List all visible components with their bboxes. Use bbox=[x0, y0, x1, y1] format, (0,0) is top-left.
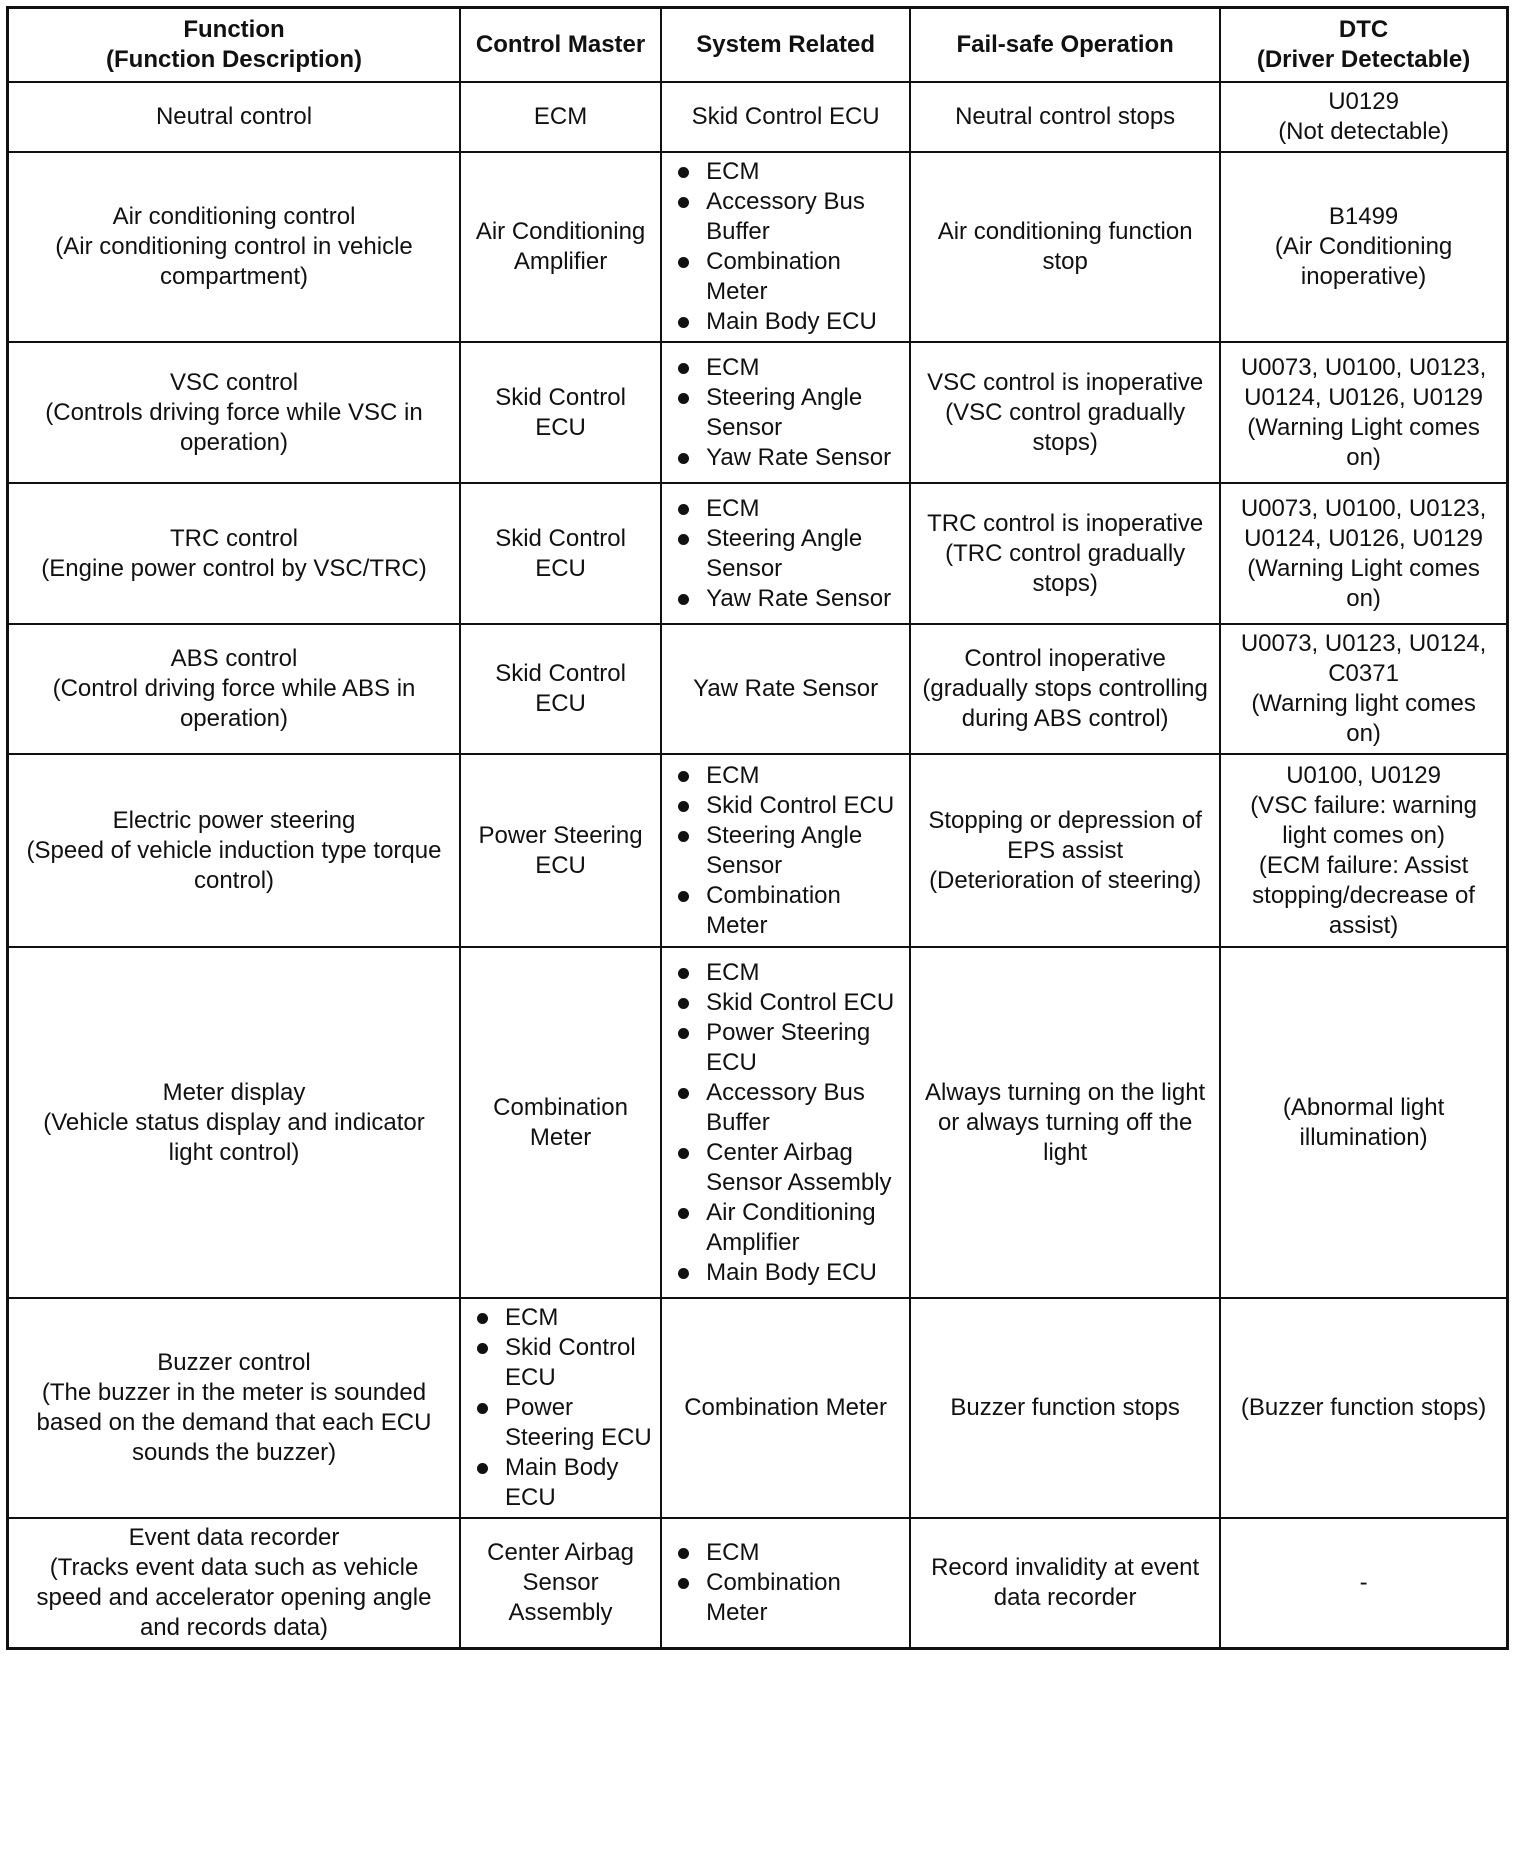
cell-text-line: (Control driving force while ABS in bbox=[52, 675, 416, 702]
table-row bbox=[8, 483, 1508, 624]
cell-control-master bbox=[460, 82, 661, 152]
cell-text-line: inoperative) bbox=[1300, 263, 1427, 290]
cell-text-line: (Engine power control by VSC/TRC) bbox=[41, 554, 427, 582]
cell-text-line: VSC control bbox=[169, 368, 299, 396]
cell-text-line: (Driver Detectable) bbox=[1256, 46, 1471, 73]
cell-function bbox=[8, 152, 461, 342]
cell-function bbox=[8, 342, 461, 483]
cell-control-master bbox=[460, 342, 661, 483]
cell-text-line: (The buzzer in the meter is sounded bbox=[41, 1379, 427, 1406]
cell-text-line: Meter bbox=[529, 1123, 592, 1151]
cell-fail-safe-operation bbox=[910, 947, 1220, 1298]
cell-text-line: ECU bbox=[535, 413, 586, 441]
bullet-list-item: Accessory Bus Buffer bbox=[674, 187, 903, 247]
cell-text-line: ECM bbox=[533, 103, 588, 130]
bullet-list-item: Power Steering ECU bbox=[674, 1018, 903, 1078]
bullet-list-item: ECM bbox=[674, 157, 903, 187]
cell-dtc bbox=[1220, 1518, 1507, 1649]
cell-text-line: DTC bbox=[1338, 16, 1389, 43]
cell-text-line: Combination bbox=[493, 1093, 628, 1121]
bullet-list-item: Skid Control ECU bbox=[674, 791, 903, 821]
cell-text-line: Electric power steering bbox=[112, 806, 356, 834]
table-body bbox=[8, 82, 1508, 1649]
cell-text-line: (Function Description) bbox=[106, 46, 362, 73]
cell-fail-safe-operation bbox=[910, 483, 1220, 624]
cell-text-line: assist) bbox=[1328, 911, 1399, 939]
cell-text-line: (Warning Light comes bbox=[1247, 413, 1480, 441]
cell-text-line: Power Steering bbox=[478, 821, 643, 849]
cell-text-line: Neutral control bbox=[155, 103, 313, 130]
cell-text-line: Amplifier bbox=[513, 248, 608, 275]
cell-dtc bbox=[1220, 152, 1507, 342]
cell-text-line: Skid Control bbox=[495, 524, 626, 552]
cell-function bbox=[8, 1518, 461, 1649]
bullet-list-item: ECM bbox=[473, 1303, 654, 1333]
cell-text-line: Sensor bbox=[522, 1569, 599, 1596]
cell-text-line: light control) bbox=[168, 1138, 300, 1166]
bullet-list-item: Yaw Rate Sensor bbox=[674, 584, 903, 614]
cell-text-line: EPS assist bbox=[1007, 836, 1124, 864]
cell-system-related bbox=[661, 483, 910, 624]
cell-text-line: Skid Control ECU bbox=[691, 103, 880, 130]
cell-text-line: Skid Control bbox=[495, 660, 626, 687]
bullet-list-item: Power Steering ECU bbox=[473, 1393, 654, 1453]
cell-text-line: (gradually stops controlling bbox=[922, 675, 1208, 702]
cell-function bbox=[8, 947, 461, 1298]
cell-dtc bbox=[1220, 1298, 1507, 1518]
cell-control-master bbox=[460, 1298, 661, 1518]
cell-text-line: illumination) bbox=[1299, 1123, 1428, 1151]
cell-text-line: (Tracks event data such as vehicle bbox=[49, 1554, 419, 1581]
cell-text-line: stop bbox=[1042, 248, 1088, 275]
cell-system-related bbox=[661, 754, 910, 947]
table-row bbox=[8, 82, 1508, 152]
bullet-list-item: ECM bbox=[674, 494, 903, 524]
cell-text-line: or always turning off the bbox=[937, 1108, 1193, 1136]
bullet-list-item: Combination Meter bbox=[674, 1568, 903, 1628]
cell-text-line: stops) bbox=[1032, 569, 1098, 597]
cell-text-line: TRC control is inoperative bbox=[927, 509, 1204, 537]
table-row bbox=[8, 152, 1508, 342]
cell-text-line: on) bbox=[1346, 443, 1381, 471]
cell-function bbox=[8, 754, 461, 947]
cell-text-line: U0073, U0123, U0124, bbox=[1240, 630, 1487, 657]
bullet-list-item: Main Body ECU bbox=[473, 1453, 654, 1513]
cell-dtc bbox=[1220, 624, 1507, 754]
cell-text-line: Stopping or depression of bbox=[928, 806, 1202, 834]
cell-text-line: ECU bbox=[535, 690, 586, 717]
cell-text-line: U0073, U0100, U0123, bbox=[1240, 353, 1487, 381]
cell-text-line: stops) bbox=[1032, 428, 1098, 456]
bullet-list bbox=[674, 761, 903, 941]
cell-text-line: (Warning light comes bbox=[1251, 690, 1476, 717]
bullet-list-item: ECM bbox=[674, 353, 903, 383]
table-row bbox=[8, 342, 1508, 483]
cell-text-line: (Vehicle status display and indicator bbox=[43, 1108, 425, 1136]
header-fail-safe-operation bbox=[910, 8, 1220, 83]
cell-fail-safe-operation bbox=[910, 342, 1220, 483]
cell-text-line: compartment) bbox=[159, 263, 309, 290]
cell-text-line: operation) bbox=[179, 428, 289, 456]
bullet-list bbox=[674, 1538, 903, 1628]
cell-text-line: U0073, U0100, U0123, bbox=[1240, 494, 1487, 522]
cell-system-related bbox=[661, 1298, 910, 1518]
cell-text-line: Buzzer control bbox=[157, 1349, 311, 1376]
cell-text-line: Fail-safe Operation bbox=[956, 31, 1174, 58]
table-row bbox=[8, 1298, 1508, 1518]
cell-text-line: (Abnormal light bbox=[1282, 1093, 1445, 1121]
cell-text-line: (Buzzer function stops) bbox=[1240, 1394, 1487, 1421]
bullet-list-item: Steering Angle Sensor bbox=[674, 383, 903, 443]
cell-system-related bbox=[661, 624, 910, 754]
cell-fail-safe-operation bbox=[910, 1518, 1220, 1649]
cell-system-related bbox=[661, 152, 910, 342]
cell-text-line: (VSC control gradually bbox=[945, 398, 1186, 426]
cell-text-line: (ECM failure: Assist bbox=[1258, 851, 1469, 879]
cell-text-line: (Deterioration of steering) bbox=[929, 866, 1202, 894]
bullet-list bbox=[674, 494, 903, 614]
cell-text-line: data recorder bbox=[993, 1584, 1137, 1611]
bullet-list-item: Skid Control ECU bbox=[473, 1333, 654, 1393]
header-control-master bbox=[460, 8, 661, 83]
cell-text-line: on) bbox=[1346, 720, 1381, 747]
cell-text-line: Always turning on the light bbox=[925, 1078, 1206, 1106]
bullet-list bbox=[674, 353, 903, 473]
cell-text-line: Control Master bbox=[475, 31, 646, 58]
cell-text-line: ECU bbox=[535, 554, 586, 582]
cell-text-line: ECU bbox=[535, 851, 586, 879]
cell-control-master bbox=[460, 1518, 661, 1649]
cell-fail-safe-operation bbox=[910, 624, 1220, 754]
cell-text-line: Neutral control stops bbox=[955, 103, 1176, 130]
bullet-list-item: Steering Angle Sensor bbox=[674, 821, 903, 881]
header-system-related bbox=[661, 8, 910, 83]
bullet-list bbox=[473, 1303, 654, 1513]
function-table-container bbox=[6, 6, 1509, 1650]
cell-text-line: Skid Control bbox=[495, 383, 626, 411]
cell-text-line: Control inoperative bbox=[964, 645, 1166, 672]
bullet-list bbox=[674, 958, 903, 1288]
cell-function bbox=[8, 483, 461, 624]
cell-text-line: U0124, U0126, U0129 bbox=[1244, 383, 1483, 411]
bullet-list-item: Steering Angle Sensor bbox=[674, 524, 903, 584]
cell-text-line: during ABS control) bbox=[961, 705, 1169, 732]
cell-text-line: (Air conditioning control in vehicle bbox=[55, 233, 413, 260]
cell-fail-safe-operation bbox=[910, 82, 1220, 152]
function-table bbox=[6, 6, 1509, 1650]
cell-text-line: (Not detectable) bbox=[1278, 118, 1449, 145]
cell-text-line: Yaw Rate Sensor bbox=[693, 675, 879, 702]
bullet-list-item: Main Body ECU bbox=[674, 307, 903, 337]
bullet-list bbox=[674, 157, 903, 337]
cell-function bbox=[8, 82, 461, 152]
cell-text-line: TRC control bbox=[169, 524, 299, 552]
cell-text-line: VSC control is inoperative bbox=[927, 368, 1204, 396]
cell-text-line: C0371 bbox=[1328, 660, 1399, 687]
bullet-list-item: Accessory Bus Buffer bbox=[674, 1078, 903, 1138]
cell-text-line: Function bbox=[183, 16, 285, 43]
cell-text-line: ABS control bbox=[170, 645, 298, 672]
cell-text-line: Air Conditioning bbox=[475, 218, 646, 245]
cell-text-line: U0124, U0126, U0129 bbox=[1244, 524, 1483, 552]
cell-control-master bbox=[460, 624, 661, 754]
cell-text-line: Buzzer function stops bbox=[950, 1394, 1180, 1421]
bullet-list-item: Air Conditioning Amplifier bbox=[674, 1198, 903, 1258]
cell-text-line: (Warning Light comes bbox=[1247, 554, 1480, 582]
bullet-list-item: ECM bbox=[674, 761, 903, 791]
table-row bbox=[8, 624, 1508, 754]
cell-text-line: sounds the buzzer) bbox=[131, 1439, 337, 1466]
cell-system-related bbox=[661, 1518, 910, 1649]
cell-dtc bbox=[1220, 82, 1507, 152]
cell-text-line: stopping/decrease of bbox=[1252, 881, 1475, 909]
bullet-list-item: ECM bbox=[674, 958, 903, 988]
cell-control-master bbox=[460, 152, 661, 342]
bullet-list-item: Combination Meter bbox=[674, 247, 903, 307]
cell-text-line: light bbox=[1043, 1138, 1088, 1166]
cell-text-line: Air conditioning control bbox=[112, 203, 356, 230]
cell-text-line: U0129 bbox=[1328, 88, 1399, 115]
cell-text-line: (TRC control gradually bbox=[945, 539, 1186, 567]
cell-text-line: B1499 bbox=[1328, 203, 1399, 230]
cell-control-master bbox=[460, 754, 661, 947]
bullet-list-item: Main Body ECU bbox=[674, 1258, 903, 1288]
cell-text-line: control) bbox=[193, 866, 275, 894]
cell-text-line: Assembly bbox=[508, 1599, 613, 1626]
cell-dtc bbox=[1220, 754, 1507, 947]
cell-text-line: (VSC failure: warning bbox=[1250, 791, 1477, 819]
cell-dtc bbox=[1220, 483, 1507, 624]
table-row bbox=[8, 947, 1508, 1298]
cell-text-line: speed and accelerator opening angle bbox=[36, 1584, 432, 1611]
cell-text-line: (Air Conditioning bbox=[1274, 233, 1453, 260]
cell-function bbox=[8, 624, 461, 754]
cell-system-related bbox=[661, 82, 910, 152]
cell-control-master bbox=[460, 483, 661, 624]
cell-text-line: Air conditioning function bbox=[937, 218, 1193, 245]
table-header-row bbox=[8, 8, 1508, 83]
cell-text-line: (Speed of vehicle induction type torque bbox=[26, 836, 442, 864]
cell-text-line: Center Airbag bbox=[487, 1539, 634, 1566]
cell-dtc bbox=[1220, 947, 1507, 1298]
table-row bbox=[8, 1518, 1508, 1649]
cell-text-line: and records data) bbox=[139, 1614, 329, 1641]
cell-system-related bbox=[661, 947, 910, 1298]
cell-control-master bbox=[460, 947, 661, 1298]
cell-text-line: U0100, U0129 bbox=[1286, 761, 1441, 789]
bullet-list-item: Combination Meter bbox=[674, 881, 903, 941]
bullet-list-item: Skid Control ECU bbox=[674, 988, 903, 1018]
cell-fail-safe-operation bbox=[910, 1298, 1220, 1518]
cell-function bbox=[8, 1298, 461, 1518]
cell-text-line: System Related bbox=[696, 31, 875, 58]
cell-text-line: (Controls driving force while VSC in bbox=[45, 398, 423, 426]
cell-text-line: - bbox=[1359, 1569, 1368, 1596]
cell-dtc bbox=[1220, 342, 1507, 483]
bullet-list-item: Yaw Rate Sensor bbox=[674, 443, 903, 473]
cell-text-line: Event data recorder bbox=[128, 1524, 340, 1551]
bullet-list-item: Center Airbag Sensor Assembly bbox=[674, 1138, 903, 1198]
cell-text-line: Combination Meter bbox=[684, 1394, 887, 1421]
cell-text-line: light comes on) bbox=[1282, 821, 1445, 849]
cell-text-line: on) bbox=[1346, 584, 1381, 612]
cell-fail-safe-operation bbox=[910, 754, 1220, 947]
cell-text-line: based on the demand that each ECU bbox=[36, 1409, 432, 1436]
header-function bbox=[8, 8, 461, 83]
header-dtc bbox=[1220, 8, 1507, 83]
cell-text-line: Record invalidity at event bbox=[931, 1554, 1200, 1581]
cell-text-line: Meter display bbox=[162, 1078, 306, 1106]
cell-fail-safe-operation bbox=[910, 152, 1220, 342]
cell-text-line: operation) bbox=[179, 705, 289, 732]
cell-system-related bbox=[661, 342, 910, 483]
table-row bbox=[8, 754, 1508, 947]
bullet-list-item: ECM bbox=[674, 1538, 903, 1568]
